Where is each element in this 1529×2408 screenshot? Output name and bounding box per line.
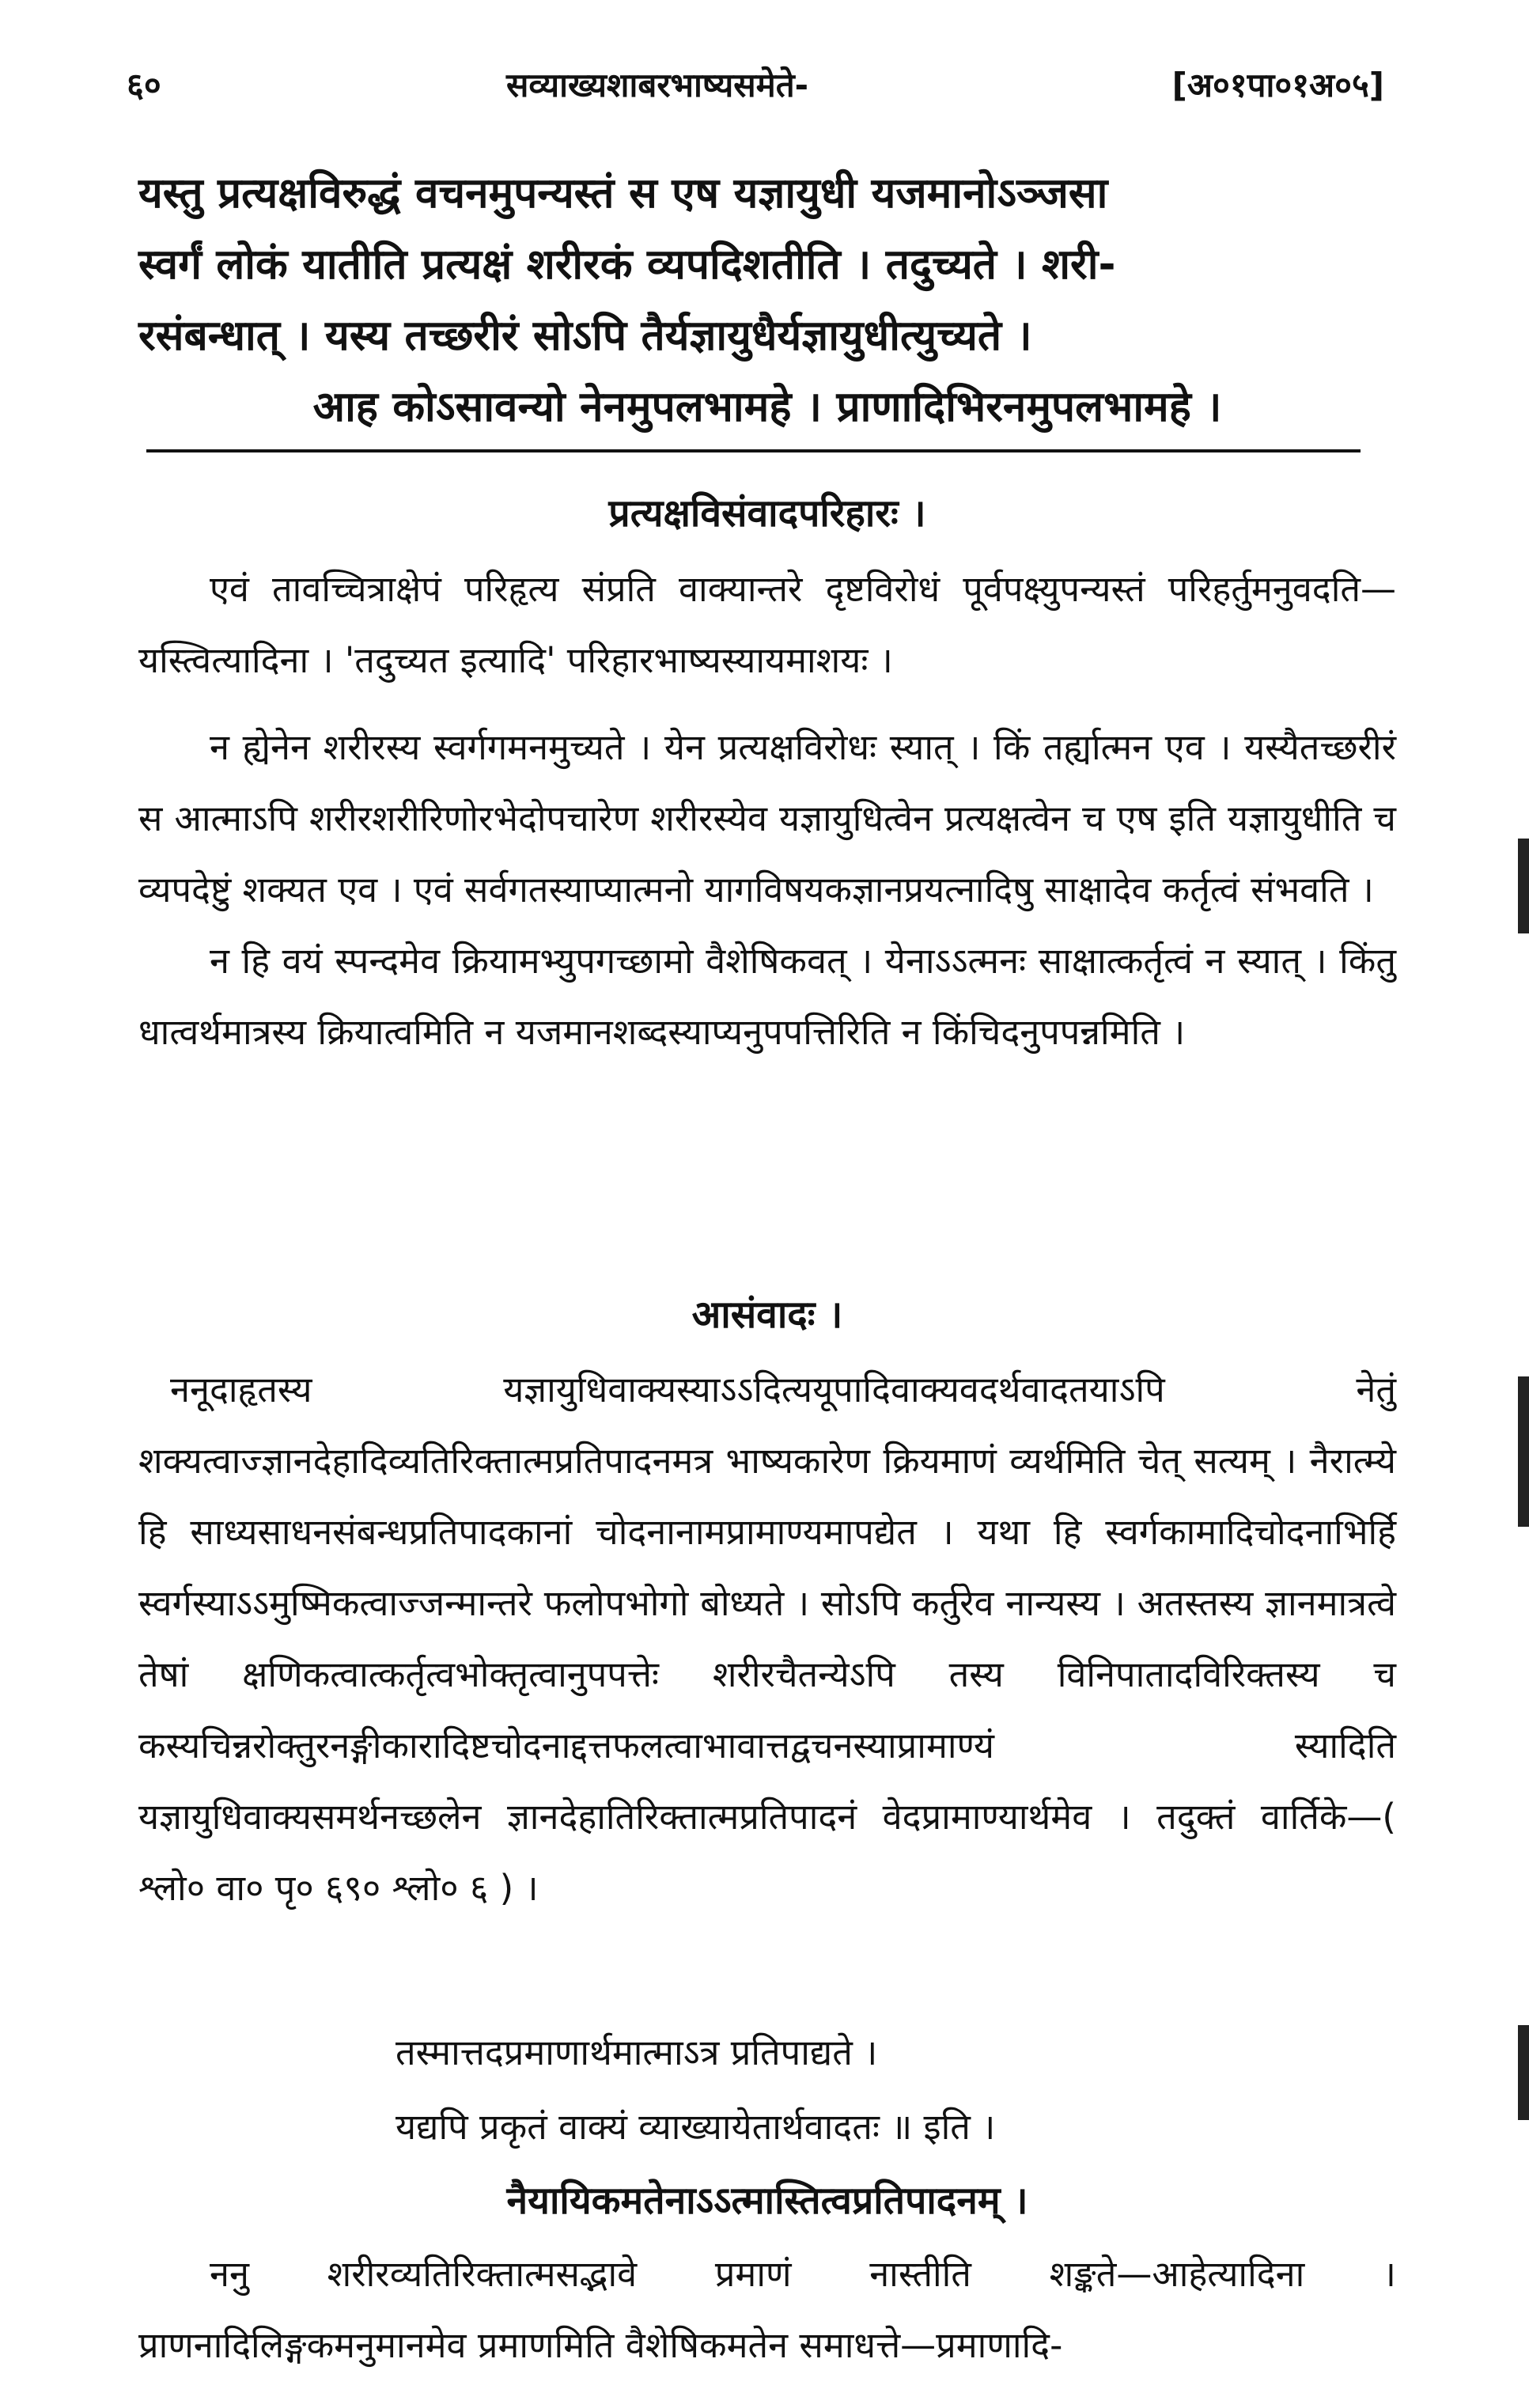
section-heading: प्रत्यक्षविसंवादपरिहारः । [608, 491, 926, 536]
commentary-paragraph: ननूदाहृतस्य यज्ञायुधिवाक्यस्याऽऽदित्ययूपादिवाक्यवदर्थवादतयाऽपि नेतुं शक्यत्वाज्ज्ञानदेहादिव्यतिरिक्तात्मप्रतिपादनमत्र भाष्यकारेण क्रियमाणं व्यर्थमिति चेत् सत्यम् । नैरात्म्ये हि साध्यसाधनसंबन्धप्रतिपादकानां चोदनानामप्रामाण्यमापद्येत । यथा हि स्वर्गकामादिचोदनाभिर्हि स्वर्गस्याऽऽमुष्मिकत्वाज्जन्मान्तरे फलोपभोगो बोध्यते । सोऽपि कर्तुरेव नान्यस्य । अतस्तस्य ज्ञानमात्रत्वे तेषां क्षणिकत्वात्कर्तृत्वभोक्तृत्वानुपपत्तेः शरीरचैतन्येऽपि तस्य विनिपातादविरिक्तस्य च कस्यचिन्नरोक्तुरनङ्गीकारादिष्टचोदनाद्दत्तफलत्वाभावात्तद्वचनस्याप्रामाण्यं स्यादिति यज्ञायुधिवाक्यसमर्थनच्छलेन ज्ञानदेहातिरिक्तात्मप्रतिपादनं वेदप्रामाण्यार्थमेव । तदुक्तं वार्तिके—( श्लो० वा० पृ० ६९० श्लो० ६ ) । [138, 1369, 1396, 1909]
section-heading: नैयायिकमतेनाऽऽत्मास्तित्वप्रतिपादनम् । [506, 2179, 1028, 2223]
root-text-line: यस्तु प्रत्यक्षविरुद्धं वचनमुपन्यस्तं स एष यज्ञायुधी यजमानोऽञ्जसा [138, 169, 1108, 218]
page-number: ६० [127, 66, 161, 104]
commentary-paragraph: न हि वयं स्पन्दमेव क्रियामभ्युपगच्छामो वैशेषिकवत् । येनाऽऽत्मनः साक्षात्कर्तृत्वं न स्यात् । किंतु धात्वर्थमात्रस्य क्रियात्वमिति न यजमानशब्दस्याप्यनुपपत्तिरिति न किंचिदनुपपन्नमिति । [138, 940, 1396, 1053]
commentary-section [138, 2239, 1396, 2381]
verse-line: यद्यपि प्रकृतं वाक्यं व्याख्यायेतार्थवादतः ॥ इति । [395, 2106, 996, 2148]
root-text-bhashya [138, 158, 1396, 443]
commentary-paragraph: ननु शरीरव्यतिरिक्तात्मसद्भावे प्रमाणं नास्तीति शङ्कते—आहेत्यादिना । प्राणनादिलिङ्गकमनुमानमेव प्रमाणमिति वैशेषिकमतेन समाधत्ते—प्रमाणादि- [138, 2253, 1396, 2366]
root-text-line: स्वर्गं लोकं यातीति प्रत्यक्षं शरीरकं व्यपदिशतीति । तदुच्यते । शरी- [138, 240, 1116, 289]
root-text-line: रसंबन्धात् । यस्य तच्छरीरं सोऽपि तैर्यज्ञायुधैर्यज्ञायुधीत्युच्यते । [138, 312, 1032, 360]
scan-margin-mark [1518, 1376, 1529, 1527]
section-heading: आसंवादः । [691, 1293, 843, 1337]
commentary-section [138, 554, 1396, 1068]
running-header [127, 62, 1392, 125]
quoted-verse [395, 2016, 1384, 2164]
chapter-reference: [अ०१पा०१अ०५] [1171, 66, 1384, 104]
commentary-paragraph: एवं तावच्चित्राक्षेपं परिहृत्य संप्रति वाक्यान्तरे दृष्टविरोधं पूर्वपक्ष्युपन्यस्तं परिहर्तुमनुवदति—यस्त्वित्यादिना । 'तदुच्यत इत्यादि' परिहारभाष्यस्यायमाशयः । [138, 568, 1396, 681]
scan-margin-mark [1518, 2025, 1529, 2120]
verse-line: तस्मात्तदप्रमाणार्थमात्माऽत्र प्रतिपाद्यते । [395, 2031, 878, 2073]
running-title: सव्याख्यशाबरभाष्यसमेते- [506, 66, 809, 104]
scan-margin-mark [1518, 839, 1529, 933]
root-text-line: आह कोऽसावन्यो नेनमुपलभामहे । प्राणादिभिरनमुपलभामहे । [312, 383, 1222, 431]
separator-rule [146, 449, 1361, 452]
commentary-paragraph: न ह्येनेन शरीरस्य स्वर्गगमनमुच्यते । येन प्रत्यक्षविरोधः स्यात् । किं तर्ह्यात्मन एव । यस्यैतच्छरीरं स आत्माऽपि शरीरशरीरिणोरभेदोपचारेण शरीरस्येव यज्ञायुधित्वेन प्रत्यक्षत्वेन च एष इति यज्ञायुधीति च व्यपदेष्टुं शक्यत एव । एवं सर्वगतस्याप्यात्मनो यागविषयकज्ञानप्रयत्नादिषु साक्षादेव कर्तृत्वं संभवति । [138, 726, 1396, 911]
commentary-section [138, 1354, 1396, 1924]
